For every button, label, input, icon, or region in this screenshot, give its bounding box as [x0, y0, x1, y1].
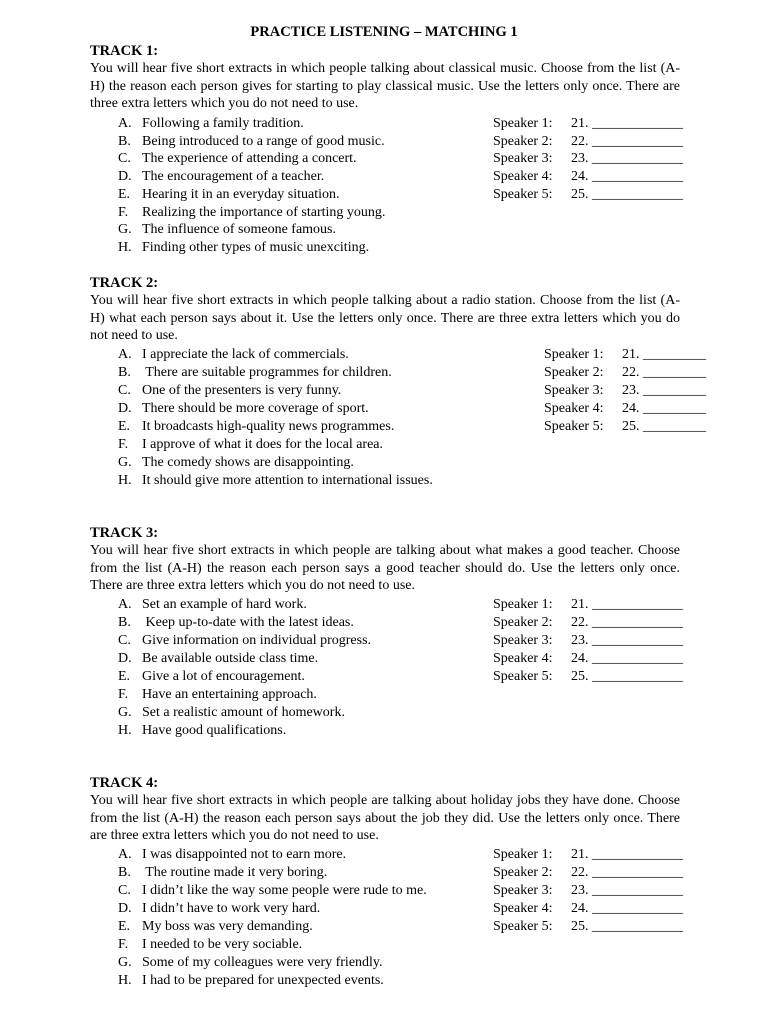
option-item	[118, 936, 302, 954]
option-text: Following a family tradition.	[142, 116, 304, 131]
option-item	[118, 150, 357, 168]
speaker-answer-row	[493, 596, 683, 614]
speaker-label: Speaker 2:	[493, 865, 553, 880]
option-text: Hearing it in an everyday situation.	[142, 187, 340, 202]
option-letter: C.	[118, 151, 131, 166]
option-text: Being introduced to a range of good music.	[142, 134, 385, 149]
answer-blank[interactable]: 21. _________	[622, 347, 706, 362]
speaker-answer-row	[493, 668, 683, 686]
option-item	[118, 436, 383, 454]
option-letter: E.	[118, 419, 131, 434]
speaker-answer-row	[544, 382, 706, 400]
speaker-label: Speaker 4:	[493, 901, 553, 916]
option-item	[118, 882, 427, 900]
answer-blank[interactable]: 21. _____________	[571, 116, 683, 131]
answer-blank[interactable]: 23. _____________	[571, 633, 683, 648]
speaker-answer-row	[544, 400, 706, 418]
option-letter: F.	[118, 937, 129, 952]
speaker-label: Speaker 1:	[493, 597, 553, 612]
speaker-answer-row	[493, 614, 683, 632]
option-text: I had to be prepared for unexpected events.	[142, 973, 384, 988]
speaker-label: Speaker 5:	[493, 669, 553, 684]
speaker-answer-row	[544, 418, 706, 436]
option-text: Have an entertaining approach.	[142, 687, 317, 702]
option-item	[118, 900, 320, 918]
answer-blank[interactable]: 21. _____________	[571, 597, 683, 612]
option-item	[118, 722, 286, 740]
option-text: I needed to be very sociable.	[142, 937, 303, 952]
option-text: I didn’t have to work very hard.	[142, 901, 321, 916]
speaker-answer-row	[493, 650, 683, 668]
speaker-label: Speaker 5:	[493, 187, 553, 202]
speaker-answer-row	[493, 186, 683, 204]
option-letter: C.	[118, 633, 131, 648]
speaker-label: Speaker 4:	[493, 651, 553, 666]
option-letter: B.	[118, 365, 131, 380]
option-letter: A.	[118, 116, 132, 131]
option-letter: D.	[118, 901, 132, 916]
option-text: Realizing the importance of starting young.	[142, 205, 386, 220]
speaker-answer-row	[493, 115, 683, 133]
track-instructions: You will hear five short extracts in which people talking about a radio station. Choose from the list (A-H) what each person says about it. Use the letters only once. There are three extra letters which you do not need to use.	[90, 293, 680, 344]
option-item	[118, 846, 346, 864]
answer-blank[interactable]: 25. _____________	[571, 669, 683, 684]
track-3-section	[90, 524, 680, 595]
answer-blank[interactable]: 23. _________	[622, 383, 706, 398]
option-item	[118, 382, 341, 400]
option-text: The influence of someone famous.	[142, 222, 336, 237]
speaker-answer-row	[493, 846, 683, 864]
speaker-answer-row	[544, 364, 706, 382]
option-item	[118, 204, 385, 222]
option-text: The routine made it very boring.	[142, 865, 328, 880]
answer-blank[interactable]: 24. _____________	[571, 169, 683, 184]
option-text: I approve of what it does for the local area.	[142, 437, 384, 452]
option-text: Finding other types of music unexciting.	[142, 240, 370, 255]
speaker-label: Speaker 4:	[544, 401, 604, 416]
answer-blank[interactable]: 22. _____________	[571, 865, 683, 880]
option-item	[118, 115, 304, 133]
option-letter: G.	[118, 222, 132, 237]
option-text: I didn’t like the way some people were rude to me.	[142, 883, 427, 898]
option-item	[118, 686, 317, 704]
speaker-label: Speaker 1:	[493, 116, 553, 131]
track-instructions: You will hear five short extracts in which people talking about classical music. Choose from the list (A-H) the reason each person gives for starting to play classical music. Use the letters only once. There are three extra letters which you do not need to use.	[90, 61, 680, 112]
option-item	[118, 954, 383, 972]
option-letter: F.	[118, 687, 129, 702]
option-letter: F.	[118, 437, 129, 452]
speaker-label: Speaker 5:	[544, 419, 604, 434]
option-text: The comedy shows are disappointing.	[142, 455, 354, 470]
option-text: Be available outside class time.	[142, 651, 319, 666]
option-item	[118, 133, 385, 151]
option-text: The experience of attending a concert.	[142, 151, 357, 166]
option-text: Have good qualifications.	[142, 723, 287, 738]
speaker-answer-row	[493, 900, 683, 918]
track-heading: TRACK 4:	[90, 775, 159, 791]
option-item	[118, 972, 384, 990]
option-item	[118, 864, 327, 882]
answer-blank[interactable]: 25. _____________	[571, 919, 683, 934]
option-item	[118, 614, 354, 632]
speaker-label: Speaker 2:	[493, 134, 553, 149]
option-item	[118, 918, 313, 936]
speaker-answer-row	[493, 882, 683, 900]
option-letter: E.	[118, 669, 131, 684]
track-instructions: You will hear five short extracts in which people are talking about what makes a good teacher. Choose from the list (A-H) the reason each person says a good teacher should do. Use the letters only once. There are three extra letters which you do not need to use.	[90, 543, 680, 594]
option-text: The encouragement of a teacher.	[142, 169, 325, 184]
speaker-label: Speaker 5:	[493, 919, 553, 934]
track-4-section	[90, 774, 680, 845]
option-letter: E.	[118, 187, 131, 202]
option-letter: H.	[118, 973, 132, 988]
track-heading: TRACK 3:	[90, 525, 159, 541]
option-letter: G.	[118, 455, 132, 470]
speaker-label: Speaker 4:	[493, 169, 553, 184]
speaker-answer-row	[493, 168, 683, 186]
option-item	[118, 364, 392, 382]
answer-blank[interactable]: 25. _________	[622, 419, 706, 434]
speaker-label: Speaker 3:	[493, 633, 553, 648]
speaker-answer-row	[493, 632, 683, 650]
speaker-label: Speaker 3:	[493, 151, 553, 166]
answer-blank[interactable]: 24. _________	[622, 401, 706, 416]
answer-blank[interactable]: 24. _____________	[571, 901, 683, 916]
option-item	[118, 186, 340, 204]
option-item	[118, 400, 369, 418]
answer-blank[interactable]: 22. _________	[622, 365, 706, 380]
option-letter: G.	[118, 955, 132, 970]
option-text: It broadcasts high-quality news programmes.	[142, 419, 395, 434]
option-text: It should give more attention to international issues.	[142, 473, 433, 488]
option-letter: F.	[118, 205, 129, 220]
option-letter: D.	[118, 401, 132, 416]
option-letter: C.	[118, 383, 131, 398]
option-text: Set an example of hard work.	[142, 597, 307, 612]
track-2-section	[90, 274, 680, 345]
speaker-label: Speaker 1:	[493, 847, 553, 862]
speaker-label: Speaker 1:	[544, 347, 604, 362]
option-text: My boss was very demanding.	[142, 919, 313, 934]
option-item	[118, 454, 354, 472]
option-text: Set a realistic amount of homework.	[142, 705, 345, 720]
option-letter: A.	[118, 597, 132, 612]
speaker-label: Speaker 3:	[493, 883, 553, 898]
option-letter: B.	[118, 615, 131, 630]
option-letter: B.	[118, 865, 131, 880]
answer-blank[interactable]: 23. _____________	[571, 883, 683, 898]
option-text: One of the presenters is very funny.	[142, 383, 342, 398]
answer-blank[interactable]: 24. _____________	[571, 651, 683, 666]
speaker-label: Speaker 2:	[544, 365, 604, 380]
option-text: Some of my colleagues were very friendly.	[142, 955, 383, 970]
speaker-label: Speaker 3:	[544, 383, 604, 398]
answer-blank[interactable]: 22. _____________	[571, 134, 683, 149]
speaker-answer-row	[493, 918, 683, 936]
speaker-label: Speaker 2:	[493, 615, 553, 630]
option-item	[118, 596, 307, 614]
speaker-answer-row	[544, 346, 706, 364]
option-letter: G.	[118, 705, 132, 720]
option-letter: D.	[118, 169, 132, 184]
option-item	[118, 668, 305, 686]
option-item	[118, 239, 369, 257]
option-text: There should be more coverage of sport.	[142, 401, 369, 416]
option-text: There are suitable programmes for children.	[142, 365, 392, 380]
speaker-answer-row	[493, 864, 683, 882]
option-item	[118, 650, 318, 668]
speaker-answer-row	[493, 133, 683, 151]
option-item	[118, 346, 349, 364]
option-letter: C.	[118, 883, 131, 898]
option-text: I was disappointed not to earn more.	[142, 847, 347, 862]
option-letter: H.	[118, 240, 132, 255]
option-text: Keep up-to-date with the latest ideas.	[142, 615, 354, 630]
track-instructions: You will hear five short extracts in which people are talking about holiday jobs they have done. Choose from the list (A-H) the reason each person says about the job they did. Use the letters only once. There are three extra letters which you do not need to use.	[90, 793, 680, 844]
page-title: PRACTICE LISTENING – MATCHING 1	[250, 24, 518, 40]
speaker-answer-row	[493, 150, 683, 168]
option-letter: D.	[118, 651, 132, 666]
option-text: I appreciate the lack of commercials.	[142, 347, 349, 362]
answer-blank[interactable]: 22. _____________	[571, 615, 683, 630]
track-heading: TRACK 1:	[90, 43, 159, 59]
option-text: Give a lot of encouragement.	[142, 669, 305, 684]
option-text: Give information on individual progress.	[142, 633, 372, 648]
option-item	[118, 632, 371, 650]
option-letter: B.	[118, 134, 131, 149]
answer-blank[interactable]: 23. _____________	[571, 151, 683, 166]
option-item	[118, 472, 433, 490]
option-letter: A.	[118, 847, 132, 862]
answer-blank[interactable]: 25. _____________	[571, 187, 683, 202]
option-letter: H.	[118, 473, 132, 488]
option-item	[118, 418, 394, 436]
option-letter: E.	[118, 919, 131, 934]
option-letter: H.	[118, 723, 132, 738]
option-letter: A.	[118, 347, 132, 362]
option-item	[118, 168, 324, 186]
track-heading: TRACK 2:	[90, 275, 159, 291]
answer-blank[interactable]: 21. _____________	[571, 847, 683, 862]
option-item	[118, 221, 336, 239]
option-item	[118, 704, 345, 722]
